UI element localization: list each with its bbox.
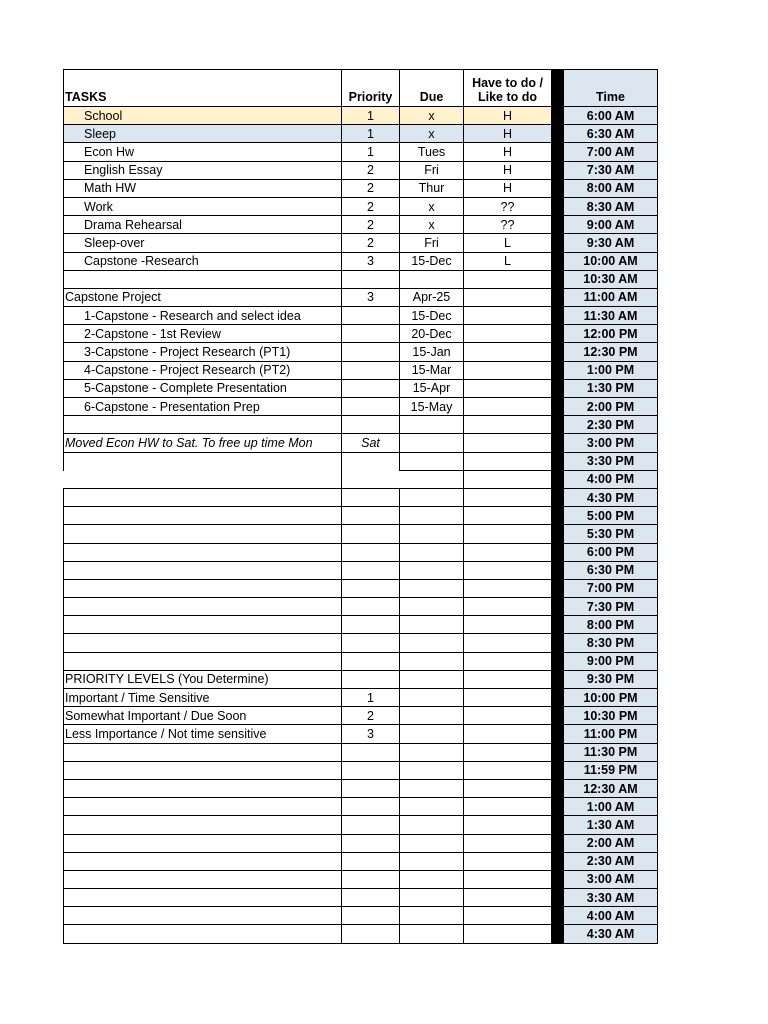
divider-bar (552, 780, 564, 798)
have-like-cell (464, 580, 552, 598)
task-cell (63, 616, 342, 634)
time-cell: 8:00 PM (564, 616, 658, 634)
time-cell: 10:30 AM (564, 271, 658, 289)
due-cell: 20-Dec (400, 325, 464, 343)
priority-cell (342, 907, 400, 925)
have-like-cell (464, 925, 552, 943)
divider-bar (552, 816, 564, 834)
due-cell: 15-Dec (400, 253, 464, 271)
have-like-cell (464, 562, 552, 580)
task-cell: Somewhat Important / Due Soon (63, 707, 342, 725)
due-cell (400, 744, 464, 762)
task-cell: 3-Capstone - Project Research (PT1) (63, 343, 342, 361)
have-like-cell (464, 689, 552, 707)
have-like-cell (464, 398, 552, 416)
divider-bar (552, 471, 564, 489)
priority-cell (342, 325, 400, 343)
task-cell: Important / Time Sensitive (63, 689, 342, 707)
priority-cell (342, 271, 400, 289)
have-like-cell: H (464, 107, 552, 125)
priority-cell (342, 780, 400, 798)
due-cell: Fri (400, 234, 464, 252)
due-cell (400, 762, 464, 780)
time-cell: 8:30 PM (564, 634, 658, 652)
have-like-cell (464, 325, 552, 343)
time-cell: 7:30 PM (564, 598, 658, 616)
divider-bar (552, 69, 564, 107)
due-cell (400, 816, 464, 834)
due-cell: x (400, 125, 464, 143)
have-like-cell: L (464, 253, 552, 271)
due-cell (400, 416, 464, 434)
header-have-like (464, 69, 552, 107)
due-cell (400, 725, 464, 743)
task-cell (63, 507, 342, 525)
task-cell (63, 925, 342, 943)
time-cell: 9:30 PM (564, 671, 658, 689)
have-like-cell (464, 307, 552, 325)
task-cell (63, 562, 342, 580)
divider-bar (552, 907, 564, 925)
have-like-cell (464, 762, 552, 780)
divider-bar (552, 453, 564, 471)
due-cell: Tues (400, 143, 464, 161)
due-cell (400, 489, 464, 507)
task-cell (63, 544, 342, 562)
divider-bar (552, 671, 564, 689)
have-like-cell (464, 725, 552, 743)
due-cell (400, 907, 464, 925)
priority-cell: 1 (342, 689, 400, 707)
divider-bar (552, 707, 564, 725)
task-cell (63, 816, 342, 834)
have-like-cell: H (464, 143, 552, 161)
time-cell: 11:30 AM (564, 307, 658, 325)
time-cell: 1:30 PM (564, 380, 658, 398)
task-cell (63, 271, 342, 289)
priority-cell: 1 (342, 143, 400, 161)
time-cell: 6:30 AM (564, 125, 658, 143)
have-like-cell (464, 362, 552, 380)
divider-bar (552, 271, 564, 289)
divider-bar (552, 362, 564, 380)
priority-cell: 2 (342, 234, 400, 252)
due-cell (400, 671, 464, 689)
task-cell (63, 871, 342, 889)
time-cell: 5:00 PM (564, 507, 658, 525)
priority-cell (342, 598, 400, 616)
have-like-cell (464, 380, 552, 398)
task-cell (63, 471, 342, 489)
task-cell (63, 798, 342, 816)
priority-cell (342, 453, 400, 471)
priority-cell: 2 (342, 198, 400, 216)
divider-bar (552, 162, 564, 180)
task-cell (63, 780, 342, 798)
priority-cell (342, 580, 400, 598)
have-like-cell: ?? (464, 198, 552, 216)
divider-bar (552, 889, 564, 907)
priority-cell: 2 (342, 162, 400, 180)
header-have-like-line1: Have to do / (472, 76, 543, 90)
task-cell: English Essay (63, 162, 342, 180)
time-cell: 12:30 PM (564, 343, 658, 361)
priority-cell: 3 (342, 725, 400, 743)
due-cell (400, 562, 464, 580)
priority-cell (342, 762, 400, 780)
have-like-cell (464, 634, 552, 652)
time-cell: 4:00 AM (564, 907, 658, 925)
priority-cell (342, 871, 400, 889)
time-cell: 8:30 AM (564, 198, 658, 216)
time-cell: 11:00 AM (564, 289, 658, 307)
due-cell (400, 471, 464, 489)
task-time-sheet (63, 69, 658, 944)
have-like-cell (464, 835, 552, 853)
priority-cell: 3 (342, 289, 400, 307)
time-cell: 3:30 PM (564, 453, 658, 471)
due-cell (400, 271, 464, 289)
task-cell (63, 453, 342, 471)
due-cell (400, 434, 464, 452)
time-cell: 2:30 AM (564, 853, 658, 871)
priority-cell (342, 889, 400, 907)
divider-bar (552, 143, 564, 161)
due-cell (400, 507, 464, 525)
have-like-cell (464, 907, 552, 925)
priority-cell (342, 744, 400, 762)
priority-cell: 2 (342, 180, 400, 198)
divider-bar (552, 744, 564, 762)
have-like-cell: ?? (464, 216, 552, 234)
divider-bar (552, 525, 564, 543)
have-like-cell (464, 489, 552, 507)
have-like-cell (464, 471, 552, 489)
divider-bar (552, 398, 564, 416)
time-cell: 2:00 PM (564, 398, 658, 416)
priority-cell (342, 471, 400, 489)
divider-bar (552, 198, 564, 216)
have-like-cell (464, 343, 552, 361)
have-like-cell (464, 853, 552, 871)
divider-bar (552, 653, 564, 671)
due-cell: x (400, 107, 464, 125)
due-cell (400, 634, 464, 652)
divider-bar (552, 798, 564, 816)
task-cell: Drama Rehearsal (63, 216, 342, 234)
time-cell: 9:00 AM (564, 216, 658, 234)
priority-cell (342, 525, 400, 543)
due-cell (400, 798, 464, 816)
priority-cell: 2 (342, 216, 400, 234)
have-like-cell (464, 616, 552, 634)
divider-bar (552, 180, 564, 198)
due-cell: x (400, 216, 464, 234)
divider-bar (552, 544, 564, 562)
divider-bar (552, 616, 564, 634)
have-like-cell: H (464, 180, 552, 198)
divider-bar (552, 562, 564, 580)
divider-bar (552, 489, 564, 507)
priority-cell (342, 562, 400, 580)
task-cell: Work (63, 198, 342, 216)
time-cell: 1:30 AM (564, 816, 658, 834)
time-cell: 12:30 AM (564, 780, 658, 798)
task-cell: Moved Econ HW to Sat. To free up time Mon (63, 434, 342, 452)
have-like-cell (464, 707, 552, 725)
task-cell (63, 598, 342, 616)
time-cell: 10:30 PM (564, 707, 658, 725)
priority-cell (342, 307, 400, 325)
task-cell: Sleep-over (63, 234, 342, 252)
time-cell: 7:30 AM (564, 162, 658, 180)
priority-cell (342, 380, 400, 398)
task-cell (63, 489, 342, 507)
due-cell (400, 453, 464, 471)
priority-cell (342, 343, 400, 361)
due-cell (400, 653, 464, 671)
priority-cell (342, 416, 400, 434)
due-cell: x (400, 198, 464, 216)
due-cell: 15-Mar (400, 362, 464, 380)
task-cell: Capstone -Research (63, 253, 342, 271)
have-like-cell: H (464, 125, 552, 143)
due-cell (400, 689, 464, 707)
priority-cell: 1 (342, 125, 400, 143)
divider-bar (552, 689, 564, 707)
header-time: Time (564, 69, 658, 107)
time-cell: 1:00 PM (564, 362, 658, 380)
priority-cell: 1 (342, 107, 400, 125)
divider-bar (552, 416, 564, 434)
task-cell (63, 580, 342, 598)
divider-bar (552, 598, 564, 616)
priority-cell (342, 634, 400, 652)
due-cell (400, 853, 464, 871)
divider-bar (552, 325, 564, 343)
task-cell: Less Importance / Not time sensitive (63, 725, 342, 743)
time-cell: 4:00 PM (564, 471, 658, 489)
time-cell: 10:00 AM (564, 253, 658, 271)
have-like-cell (464, 780, 552, 798)
priority-cell (342, 507, 400, 525)
have-like-cell (464, 289, 552, 307)
priority-cell (342, 853, 400, 871)
task-cell (63, 907, 342, 925)
time-cell: 10:00 PM (564, 689, 658, 707)
due-cell (400, 580, 464, 598)
priority-cell (342, 798, 400, 816)
due-cell: Thur (400, 180, 464, 198)
time-cell: 11:59 PM (564, 762, 658, 780)
have-like-cell (464, 525, 552, 543)
due-cell (400, 707, 464, 725)
divider-bar (552, 871, 564, 889)
have-like-cell (464, 434, 552, 452)
time-cell: 6:00 AM (564, 107, 658, 125)
have-like-cell (464, 871, 552, 889)
time-cell: 11:30 PM (564, 744, 658, 762)
time-cell: 2:00 AM (564, 835, 658, 853)
header-due: Due (400, 69, 464, 107)
have-like-cell (464, 798, 552, 816)
task-cell: Sleep (63, 125, 342, 143)
due-cell (400, 889, 464, 907)
time-cell: 2:30 PM (564, 416, 658, 434)
task-cell (63, 762, 342, 780)
divider-bar (552, 107, 564, 125)
task-cell (63, 525, 342, 543)
time-cell: 9:30 AM (564, 234, 658, 252)
have-like-cell (464, 744, 552, 762)
task-cell: Capstone Project (63, 289, 342, 307)
have-like-cell (464, 271, 552, 289)
task-cell: 1-Capstone - Research and select idea (63, 307, 342, 325)
due-cell (400, 616, 464, 634)
have-like-cell (464, 453, 552, 471)
divider-bar (552, 725, 564, 743)
divider-bar (552, 216, 564, 234)
have-like-cell (464, 598, 552, 616)
task-cell (63, 835, 342, 853)
have-like-cell (464, 816, 552, 834)
task-cell: School (63, 107, 342, 125)
priority-cell (342, 816, 400, 834)
time-cell: 1:00 AM (564, 798, 658, 816)
have-like-cell: L (464, 234, 552, 252)
have-like-cell: H (464, 162, 552, 180)
time-cell: 4:30 AM (564, 925, 658, 943)
task-cell (63, 634, 342, 652)
due-cell (400, 835, 464, 853)
divider-bar (552, 253, 564, 271)
priority-cell (342, 925, 400, 943)
header-priority: Priority (342, 69, 400, 107)
task-cell: 5-Capstone - Complete Presentation (63, 380, 342, 398)
due-cell (400, 780, 464, 798)
task-cell: 4-Capstone - Project Research (PT2) (63, 362, 342, 380)
priority-cell: 3 (342, 253, 400, 271)
divider-bar (552, 762, 564, 780)
due-cell: Apr-25 (400, 289, 464, 307)
task-cell: Math HW (63, 180, 342, 198)
time-cell: 9:00 PM (564, 653, 658, 671)
task-cell (63, 416, 342, 434)
divider-bar (552, 434, 564, 452)
divider-bar (552, 234, 564, 252)
task-cell: Econ Hw (63, 143, 342, 161)
have-like-cell (464, 889, 552, 907)
divider-bar (552, 580, 564, 598)
due-cell (400, 598, 464, 616)
task-cell (63, 744, 342, 762)
divider-bar (552, 835, 564, 853)
time-cell: 8:00 AM (564, 180, 658, 198)
divider-bar (552, 634, 564, 652)
task-cell: PRIORITY LEVELS (You Determine) (63, 671, 342, 689)
time-cell: 6:00 PM (564, 544, 658, 562)
divider-bar (552, 125, 564, 143)
due-cell (400, 525, 464, 543)
due-cell (400, 925, 464, 943)
priority-cell (342, 362, 400, 380)
time-cell: 6:30 PM (564, 562, 658, 580)
due-cell: 15-Dec (400, 307, 464, 325)
time-cell: 11:00 PM (564, 725, 658, 743)
time-cell: 7:00 PM (564, 580, 658, 598)
time-cell: 7:00 AM (564, 143, 658, 161)
task-cell: 6-Capstone - Presentation Prep (63, 398, 342, 416)
due-cell: Fri (400, 162, 464, 180)
time-cell: 4:30 PM (564, 489, 658, 507)
divider-bar (552, 343, 564, 361)
priority-cell (342, 653, 400, 671)
priority-cell (342, 398, 400, 416)
divider-bar (552, 380, 564, 398)
due-cell: 15-Jan (400, 343, 464, 361)
due-cell (400, 871, 464, 889)
task-cell (63, 853, 342, 871)
time-cell: 3:30 AM (564, 889, 658, 907)
divider-bar (552, 925, 564, 943)
task-cell: 2-Capstone - 1st Review (63, 325, 342, 343)
time-cell: 3:00 PM (564, 434, 658, 452)
have-like-cell (464, 653, 552, 671)
priority-cell (342, 544, 400, 562)
divider-bar (552, 307, 564, 325)
divider-bar (552, 507, 564, 525)
due-cell: 15-May (400, 398, 464, 416)
priority-cell: 2 (342, 707, 400, 725)
have-like-cell (464, 416, 552, 434)
task-cell (63, 653, 342, 671)
have-like-cell (464, 544, 552, 562)
time-cell: 3:00 AM (564, 871, 658, 889)
divider-bar (552, 853, 564, 871)
time-cell: 12:00 PM (564, 325, 658, 343)
due-cell: 15-Apr (400, 380, 464, 398)
priority-cell (342, 671, 400, 689)
time-cell: 5:30 PM (564, 525, 658, 543)
task-cell (63, 889, 342, 907)
priority-cell (342, 489, 400, 507)
have-like-cell (464, 671, 552, 689)
divider-bar (552, 289, 564, 307)
header-tasks: TASKS (63, 69, 342, 107)
priority-cell: Sat (342, 434, 400, 452)
header-have-like-line2: Like to do (477, 90, 538, 104)
have-like-cell (464, 507, 552, 525)
priority-cell (342, 616, 400, 634)
priority-cell (342, 835, 400, 853)
due-cell (400, 544, 464, 562)
